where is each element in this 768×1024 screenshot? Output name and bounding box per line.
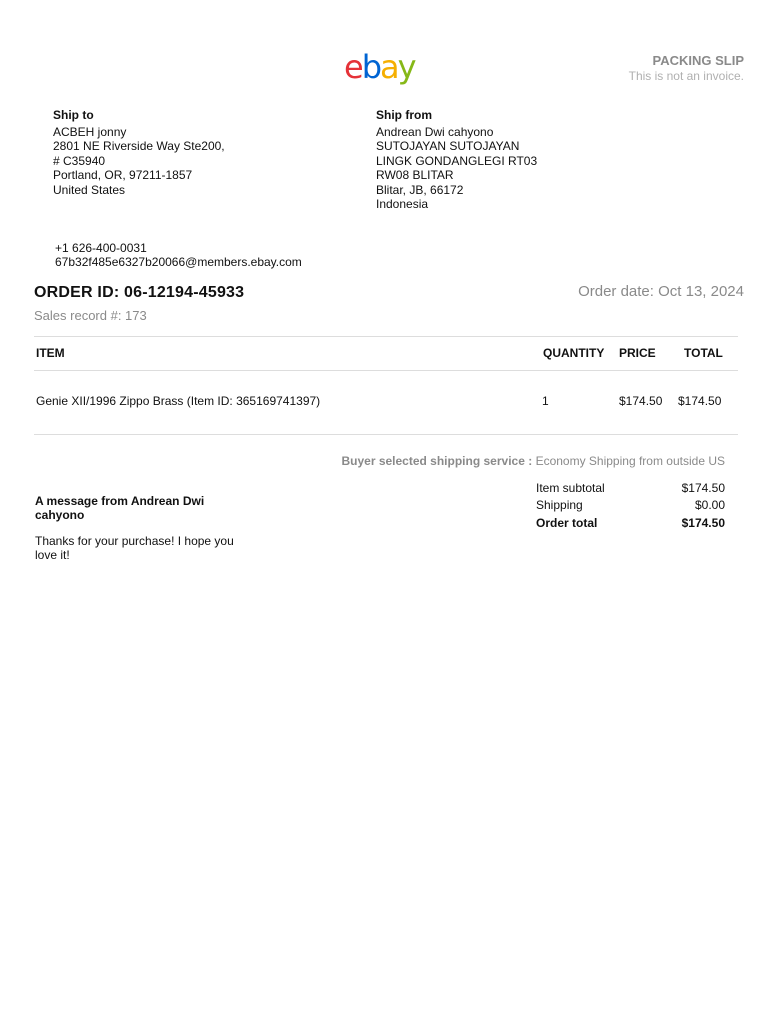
subtotal-value: $174.50 <box>681 481 725 495</box>
divider <box>34 434 738 435</box>
logo-letter-a: a <box>380 48 398 86</box>
shipping-service-label: Buyer selected shipping service : <box>341 454 533 468</box>
logo-letter-e: e <box>344 48 362 86</box>
subtotal-label: Item subtotal <box>536 481 605 495</box>
ship-to-line: United States <box>53 182 126 197</box>
logo-letter-b: b <box>361 48 380 86</box>
order-total-value: $174.50 <box>681 516 725 530</box>
ship-from-line: LINGK GONDANGLEGI RT03 <box>376 153 538 168</box>
order-date: Order date: Oct 13, 2024 <box>578 283 744 300</box>
shipping-service <box>341 454 725 468</box>
ship-to-line: # C35940 <box>53 153 106 168</box>
not-invoice-note: This is not an invoice. <box>628 69 744 83</box>
buyer-phone: +1 626-400-0031 <box>55 241 147 255</box>
ship-from-heading: Ship from <box>376 108 432 122</box>
ship-from-line: Indonesia <box>376 197 429 212</box>
order-total-label: Order total <box>536 516 598 530</box>
ship-to-line: Portland, OR, 97211-1857 <box>53 168 193 183</box>
ship-to-line: ACBEH jonny <box>53 125 127 139</box>
buyer-email: 67b32f485e6327b20066@members.ebay.com <box>55 255 302 270</box>
ship-from-line: Blitar, JB, 66172 <box>376 182 464 197</box>
order-id: ORDER ID: 06-12194-45933 <box>34 284 245 301</box>
ship-from-block <box>376 108 537 211</box>
item-price: $174.50 <box>619 394 663 408</box>
ship-from-line: RW08 BLITAR <box>376 168 454 183</box>
seller-message-body: Thanks for your purchase! I hope you love it! <box>35 534 234 562</box>
buyer-contact <box>55 241 302 270</box>
packing-slip-title: PACKING SLIP <box>652 53 744 68</box>
item-quantity: 1 <box>542 394 549 408</box>
sales-record: Sales record #: 173 <box>34 308 147 323</box>
ship-to-line: 2801 NE Riverside Way Ste200, <box>53 139 225 154</box>
ship-from-line: SUTOJAYAN SUTOJAYAN <box>376 139 520 154</box>
logo-letter-y: y <box>397 48 415 86</box>
shipping-label: Shipping <box>536 498 583 512</box>
column-header-quantity: QUANTITY <box>543 346 605 360</box>
shipping-value: $0.00 <box>694 498 725 512</box>
ship-to-block <box>53 108 225 197</box>
seller-message-heading: A message from Andrean Dwi cahyono <box>35 494 205 522</box>
ebay-logo <box>344 48 424 88</box>
column-header-item: ITEM <box>36 346 65 360</box>
ship-to-heading: Ship to <box>53 108 94 122</box>
divider <box>34 370 738 371</box>
item-total: $174.50 <box>678 394 722 408</box>
column-header-price: PRICE <box>619 346 656 360</box>
item-description: Genie XII/1996 Zippo Brass (Item ID: 365169741397) <box>36 394 321 408</box>
ship-from-line: Andrean Dwi cahyono <box>376 125 494 139</box>
shipping-service-value: Economy Shipping from outside US <box>535 454 725 468</box>
column-header-total: TOTAL <box>684 346 723 360</box>
divider <box>34 336 738 337</box>
